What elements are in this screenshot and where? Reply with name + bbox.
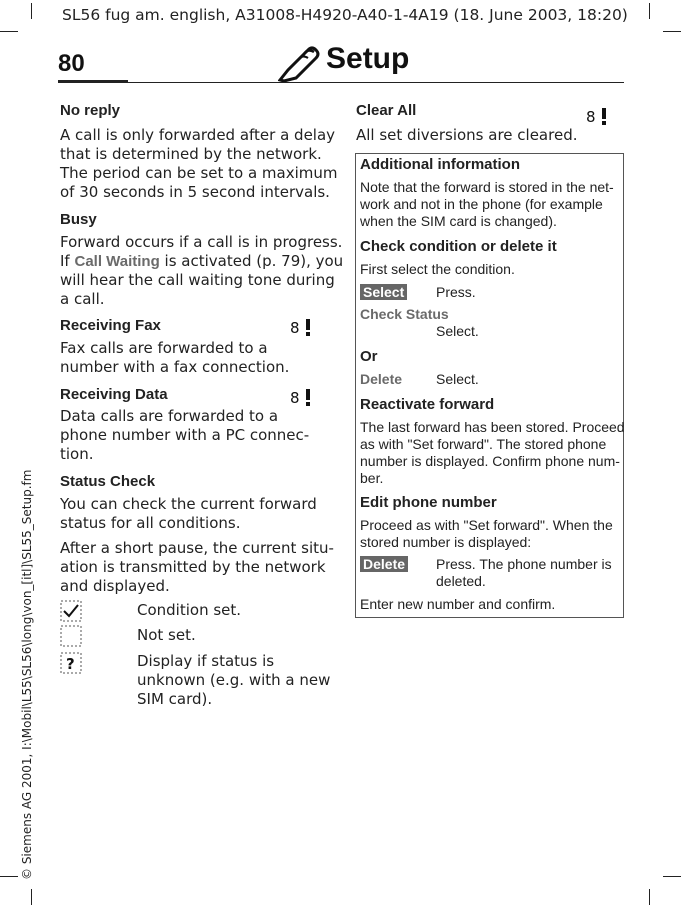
clear-all-text: All set diversions are cleared. <box>356 126 578 144</box>
check-status-text: Select. <box>436 323 479 339</box>
svg-text:8: 8 <box>290 389 300 407</box>
crop-mark <box>663 31 681 32</box>
check-condition-heading: Check condition or delete it <box>360 238 557 255</box>
network-service-icon <box>290 317 316 337</box>
edit-number-heading: Edit phone number <box>360 494 497 511</box>
legend-not-set-text: Not set. <box>137 626 196 644</box>
final-instruction: Enter new number and confirm. <box>360 596 556 612</box>
check-status-label[interactable]: Check Status <box>360 306 449 322</box>
empty-box-icon <box>60 625 82 647</box>
clear-all-heading: Clear All <box>356 102 417 119</box>
crop-mark <box>649 3 650 19</box>
additional-info-heading: Additional information <box>360 156 520 173</box>
additional-info-intro: Note that the forward is stored in the net- work and not in the phone (for example when the SIM card is changed). <box>360 179 614 229</box>
crop-mark <box>649 889 650 905</box>
call-waiting-link: Call Waiting <box>74 253 160 270</box>
svg-text:8: 8 <box>586 108 596 126</box>
network-service-icon <box>586 106 612 126</box>
svg-text:?: ? <box>66 655 75 673</box>
busy-text: Forward occurs if a call is in progress. If Call Waiting is activated (p. 79), you will hear the call waiting tone during a call. <box>60 233 344 308</box>
check-box-icon <box>60 600 82 622</box>
delete-text: Select. <box>436 371 479 387</box>
crop-mark <box>0 31 18 32</box>
crop-mark <box>663 876 681 877</box>
side-file-path: © Siemens AG 2001, I:\Mobil\L55\SL56\long\von_[itl]\SL55_Setup.fm <box>20 469 34 880</box>
select-text: Press. <box>436 284 476 300</box>
legend-unknown-text: Display if status is unknown (e.g. with a new SIM card). <box>137 652 331 708</box>
no-reply-text: A call is only forwarded after a delay that is determined by the network. The period can be set to a maximum of 30 seconds in 5 second intervals. <box>60 126 338 201</box>
reactivate-text: The last forward has been stored. Proceed as with "Set forward". The stored phone number is displayed. Confirm phone num- ber. <box>360 419 625 486</box>
header-rule <box>128 82 624 83</box>
page-title: Setup <box>326 42 410 75</box>
reactivate-heading: Reactivate forward <box>360 396 495 413</box>
crop-mark <box>31 3 32 19</box>
legend-set-text: Condition set. <box>137 601 242 619</box>
delete-key-text: Press. The phone number is deleted. <box>436 556 612 589</box>
page-number: 80 <box>58 50 85 77</box>
receiving-data-text: Data calls are forwarded to a phone number with a PC connec- tion. <box>60 407 310 463</box>
crop-mark <box>31 889 32 905</box>
delete-label[interactable]: Delete <box>360 371 403 387</box>
receiving-fax-text: Fax calls are forwarded to a number with a fax connection. <box>60 339 290 376</box>
network-service-icon <box>290 387 316 407</box>
or-label: Or <box>360 348 378 365</box>
check-condition-intro: First select the condition. <box>360 261 515 277</box>
receiving-fax-heading: Receiving Fax <box>60 317 161 334</box>
pen-icon <box>278 44 322 82</box>
no-reply-heading: No reply <box>60 102 121 119</box>
receiving-data-heading: Receiving Data <box>60 386 168 403</box>
document-meta-line: SL56 fug am. english, A31008-H4920-A40-1-4A19 (18. June 2003, 18:20) <box>62 6 628 24</box>
status-check-heading: Status Check <box>60 473 156 490</box>
select-softkey[interactable]: Select <box>360 284 407 300</box>
crop-mark <box>0 876 18 877</box>
svg-text:8: 8 <box>290 319 300 337</box>
status-check-text: You can check the current forward status for all conditions. <box>60 495 317 532</box>
status-check-text-2: After a short pause, the current situ- ation is transmitted by the network and displayed. <box>60 539 334 595</box>
question-box-icon <box>60 652 82 674</box>
header-rule-thick <box>58 80 128 83</box>
edit-number-text: Proceed as with "Set forward". When the stored number is displayed: <box>360 517 613 550</box>
delete-softkey[interactable]: Delete <box>360 556 408 572</box>
busy-heading: Busy <box>60 211 97 228</box>
